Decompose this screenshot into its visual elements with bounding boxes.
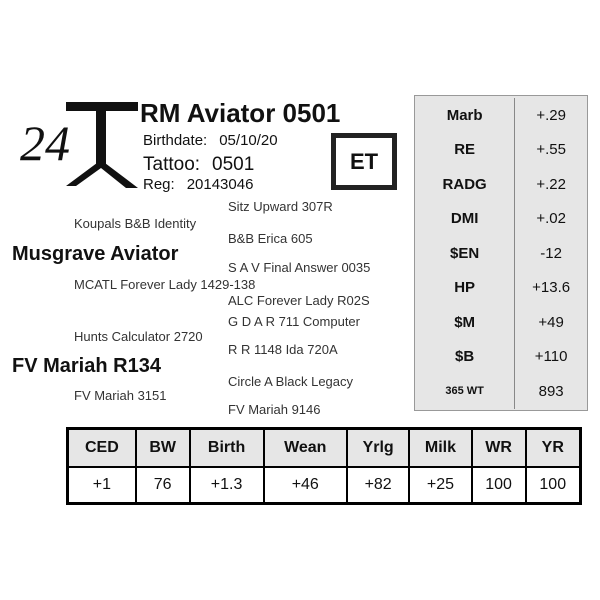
birthdate-label: Birthdate: (143, 132, 208, 149)
epd-label: $M (415, 305, 515, 340)
epd-table-header: CED (68, 429, 136, 467)
epd-table-value-row (68, 467, 581, 504)
tattoo-line (143, 155, 254, 174)
birthdate-line (143, 133, 278, 148)
epd-label: $B (415, 340, 515, 375)
brand-logo (66, 98, 146, 198)
epd-panel (414, 95, 588, 411)
epd-table-cell: +46 (264, 467, 347, 504)
epd-value: -12 (540, 244, 562, 262)
pedigree-dam-sire-sire: G D A R 711 Computer (228, 314, 360, 329)
epd-row (415, 202, 587, 237)
epd-label: RE (415, 133, 515, 168)
reg-value: 20143046 (186, 176, 254, 193)
epd-row (415, 374, 587, 409)
epd-table-header: Yrlg (347, 429, 409, 467)
epd-label: HP (415, 271, 515, 306)
tattoo-label: Tattoo: (143, 154, 201, 175)
epd-label: 365 WT (415, 374, 515, 409)
birthdate-value: 05/10/20 (219, 132, 278, 149)
epd-table-cell: +82 (347, 467, 409, 504)
pedigree-dam: FV Mariah R134 (12, 355, 161, 377)
epd-row (415, 98, 587, 133)
epd-value: +.29 (536, 106, 566, 124)
epd-table-cell: +25 (409, 467, 471, 504)
epd-value: +49 (538, 313, 564, 331)
epd-table-cell: 100 (472, 467, 526, 504)
epd-row (415, 340, 587, 375)
pedigree-dam-sire-dam: R R 1148 Ida 720A (228, 342, 338, 357)
epd-table-header: YR (526, 429, 581, 467)
pedigree-sire-dam-sire: S A V Final Answer 0035 (228, 260, 371, 275)
epd-table-cell: 76 (136, 467, 190, 504)
epd-value: +.22 (536, 175, 566, 193)
pedigree-sire-sire: Koupals B&B Identity (74, 216, 197, 231)
epd-label: RADG (415, 167, 515, 202)
epd-table-cell: 100 (526, 467, 581, 504)
tattoo-value: 0501 (212, 154, 255, 175)
pedigree-dam-dam: FV Mariah 3151 (74, 388, 167, 403)
epd-table-header: Birth (190, 429, 264, 467)
epd-label: $EN (415, 236, 515, 271)
epd-table-header: BW (136, 429, 190, 467)
registration-line (143, 177, 253, 192)
epd-table-cell: +1.3 (190, 467, 264, 504)
pedigree-dam-dam-sire: Circle A Black Legacy (228, 374, 354, 389)
epd-row (415, 133, 587, 168)
pedigree-sire-sire-sire: Sitz Upward 307R (228, 199, 333, 214)
epd-row (415, 236, 587, 271)
epd-row (415, 271, 587, 306)
animal-name: RM Aviator 0501 (140, 98, 341, 128)
epd-table-header-row (68, 429, 581, 467)
pedigree-sire: Musgrave Aviator (12, 243, 179, 265)
epd-value: +.02 (536, 210, 566, 228)
epd-value: 893 (538, 382, 564, 400)
epd-panel-table (415, 98, 587, 409)
pedigree-dam-sire: Hunts Calculator 2720 (74, 329, 203, 344)
pedigree-sire-dam-dam: ALC Forever Lady R02S (228, 293, 370, 308)
epd-row (415, 167, 587, 202)
epd-value: +110 (534, 348, 568, 366)
epd-table-header: WR (472, 429, 526, 467)
epd-table-header: Milk (409, 429, 471, 467)
epd-value: +.55 (536, 141, 566, 159)
pedigree-sire-dam: MCATL Forever Lady 1429-138 (74, 277, 256, 292)
epd-value: +13.6 (532, 279, 571, 297)
epd-table-cell: +1 (68, 467, 136, 504)
pedigree-sire-sire-dam: B&B Erica 605 (228, 231, 313, 246)
epd-label: DMI (415, 202, 515, 237)
epd-row (415, 305, 587, 340)
epd-table (66, 427, 582, 505)
et-badge: ET (331, 133, 397, 190)
epd-label: Marb (415, 98, 515, 133)
lot-number: 24 (20, 115, 70, 171)
epd-table-header: Wean (264, 429, 347, 467)
reg-label: Reg: (143, 176, 175, 193)
pedigree-dam-dam-dam: FV Mariah 9146 (228, 402, 321, 417)
